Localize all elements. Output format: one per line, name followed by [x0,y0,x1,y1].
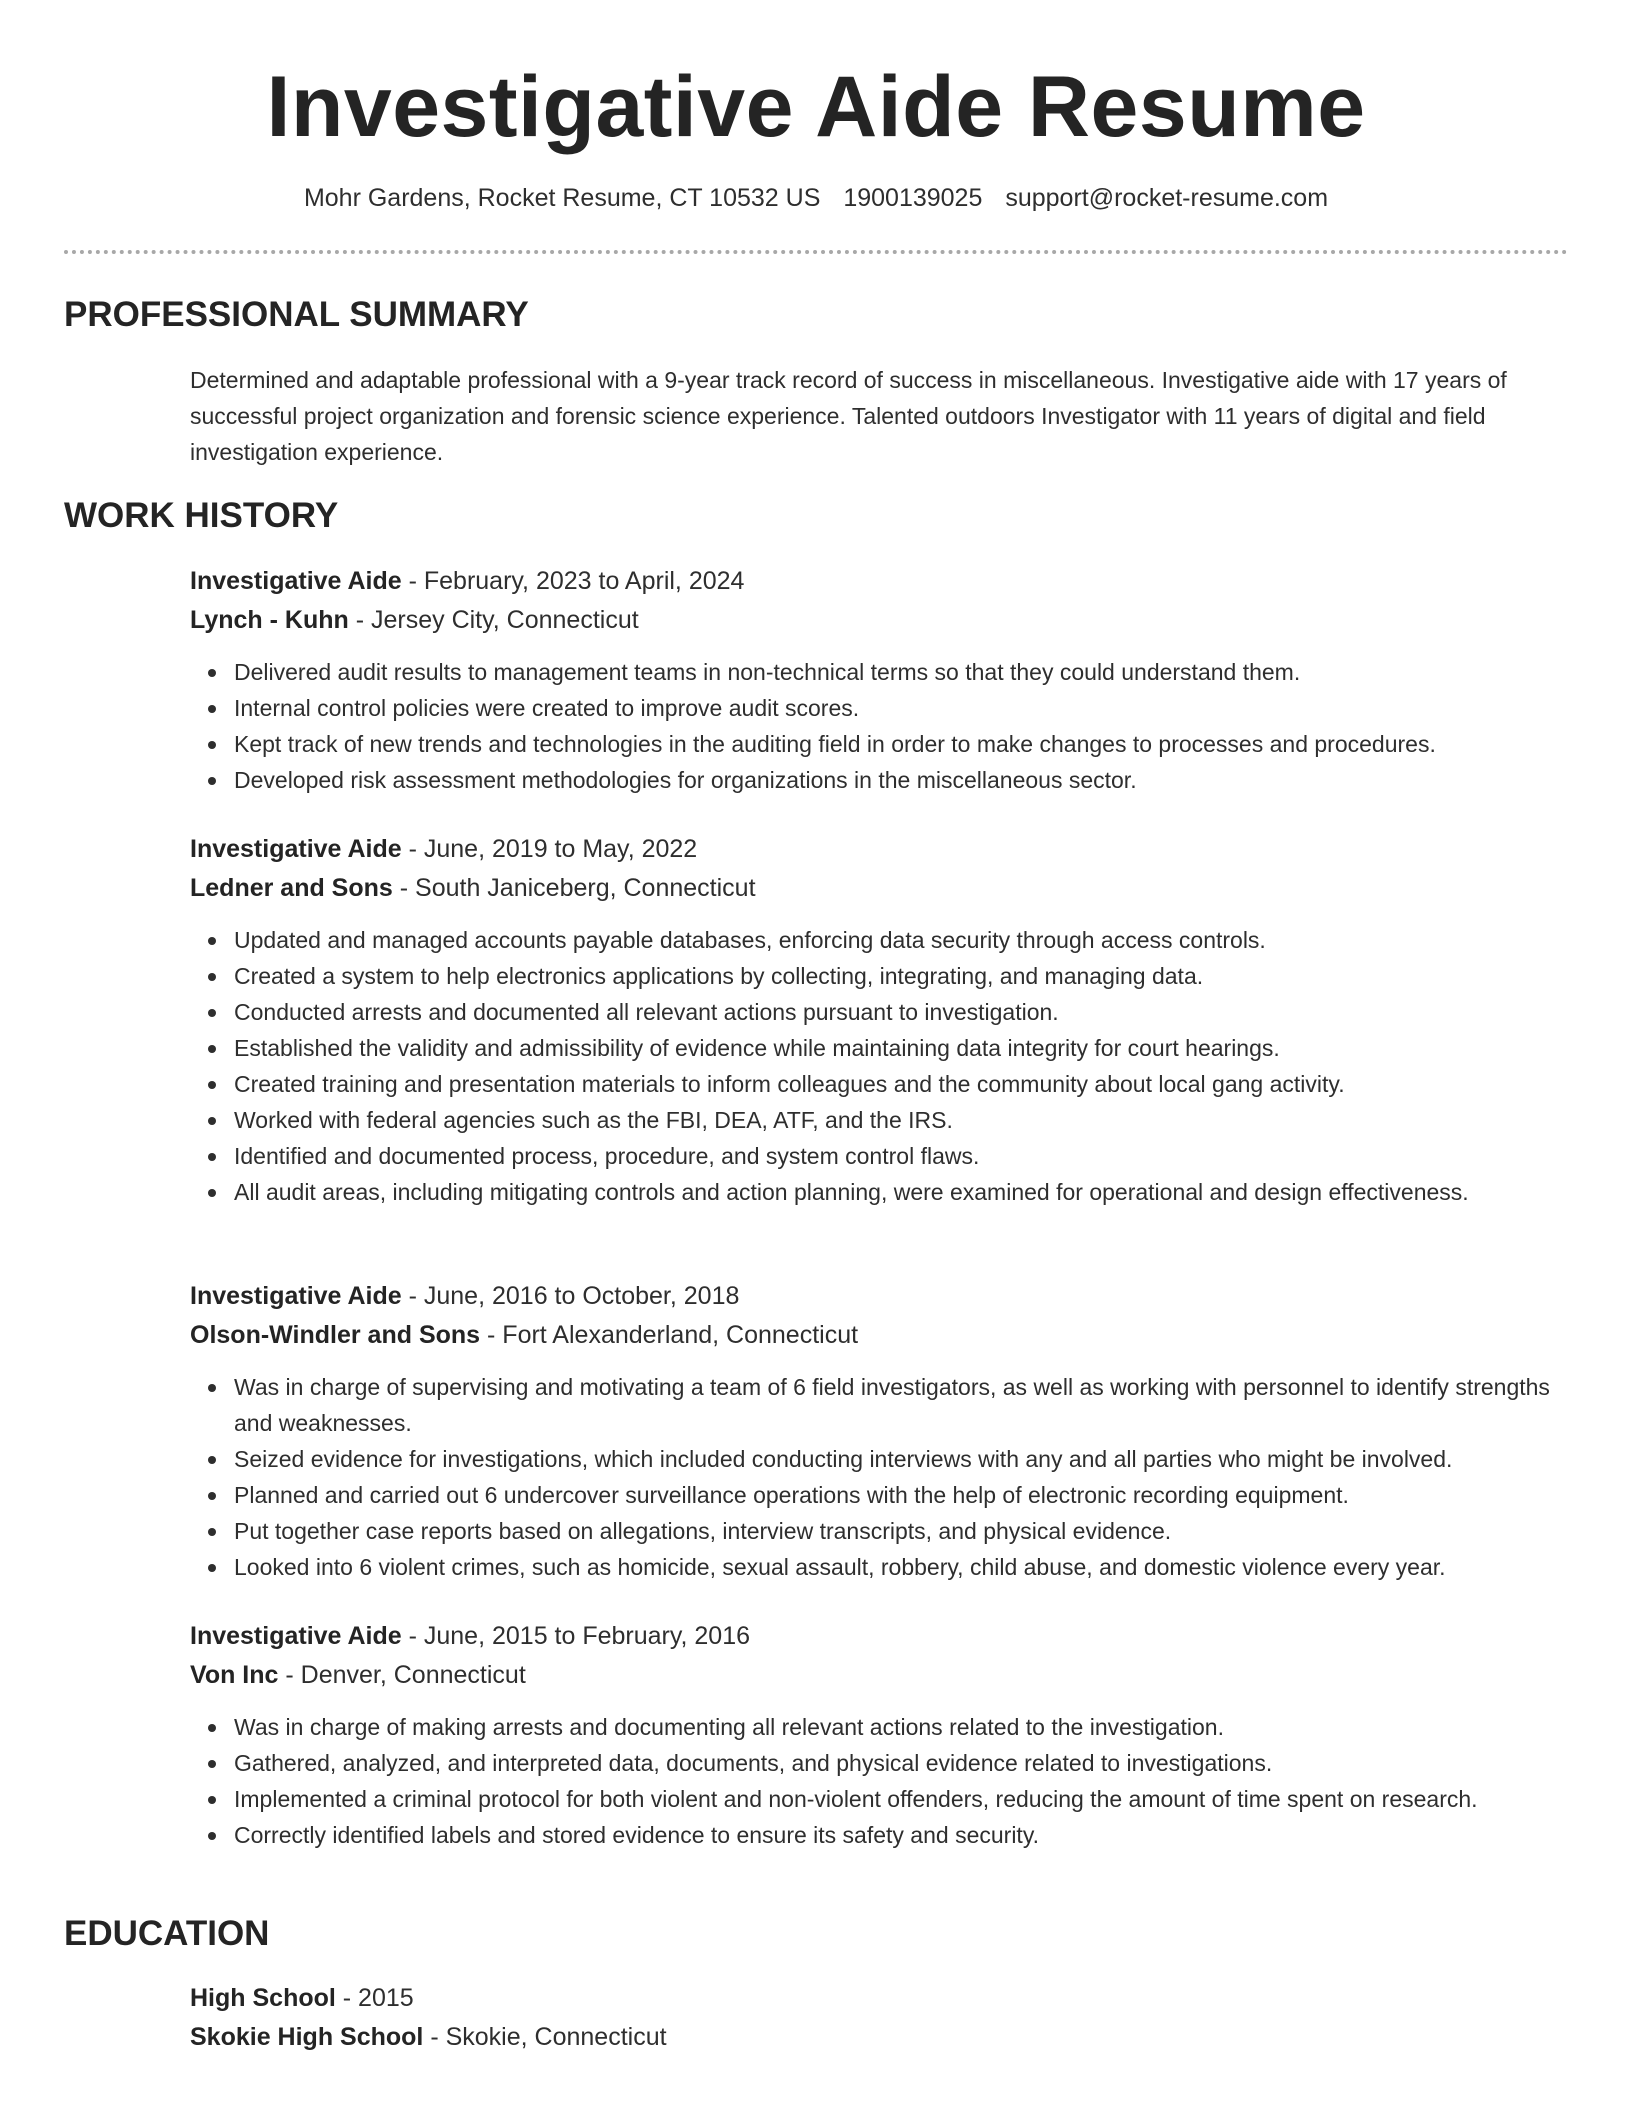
education-degree: High School [190,1984,336,2012]
job-entry [190,830,1570,1210]
bullet-item: Was in charge of making arrests and documenting all relevant actions related to the investigation. [234,1709,1570,1745]
job-bullets [190,922,1570,1210]
job-location: - Denver, Connecticut [278,1661,526,1689]
education-location: - Skokie, Connecticut [423,2023,667,2051]
bullet-item: Internal control policies were created to improve audit scores. [234,690,1570,726]
job-title: Investigative Aide [190,1622,402,1650]
education-degree-line [190,1979,1570,2018]
job-title: Investigative Aide [190,1282,402,1310]
bullet-item: Identified and documented process, procedure, and system control flaws. [234,1138,1570,1174]
job-company: Von Inc [190,1661,279,1689]
bullet-item: Developed risk assessment methodologies for organizations in the miscellaneous sector. [234,762,1570,798]
contact-email: support@rocket-resume.com [1005,184,1329,212]
bullet-item: Put together case reports based on allegations, interview transcripts, and physical evidence. [234,1513,1570,1549]
bullet-item: All audit areas, including mitigating controls and action planning, were examined for operational and design effectiveness. [234,1174,1570,1210]
education-entry [190,1979,1570,2057]
job-location: - Jersey City, Connecticut [348,606,639,634]
job-entry [190,1277,1570,1585]
job-company-line [190,1316,1570,1355]
bullet-item: Kept track of new trends and technologies in the auditing field in order to make changes to processes and procedures. [234,726,1570,762]
bullet-item: Updated and managed accounts payable databases, enforcing data security through access controls. [234,922,1570,958]
summary-text: Determined and adaptable professional with a 9-year track record of success in miscellaneous. Investigative aide with 17 years of successful project organization and forensic science experience. Talented outdoors Investigator with 11 years of digital and field investigation experience. [190,367,1507,465]
job-title-line [190,1617,1570,1656]
bullet-item: Delivered audit results to management teams in non-technical terms so that they could understand them. [234,654,1570,690]
education-year: - 2015 [335,1984,414,2012]
job-company: Lynch - Kuhn [190,606,349,634]
bullet-item: Conducted arrests and documented all relevant actions pursuant to investigation. [234,994,1570,1030]
job-company: Olson-Windler and Sons [190,1321,481,1349]
job-title: Investigative Aide [190,567,402,595]
job-dates: - June, 2016 to October, 2018 [401,1282,740,1310]
bullet-item: Gathered, analyzed, and interpreted data, documents, and physical evidence related to investigations. [234,1745,1570,1781]
bullet-item: Created training and presentation materials to inform colleagues and the community about local gang activity. [234,1066,1570,1102]
contact-address: Mohr Gardens, Rocket Resume, CT 10532 US [303,184,821,212]
contact-line [0,180,1632,216]
job-location: - Fort Alexanderland, Connecticut [480,1321,859,1349]
summary-heading: PROFESSIONAL SUMMARY [64,295,529,334]
education-school: Skokie High School [190,2023,424,2051]
job-entry [190,1617,1570,1853]
bullet-item: Planned and carried out 6 undercover surveillance operations with the help of electronic recording equipment. [234,1477,1570,1513]
page-title: Investigative Aide Resume [266,59,1366,155]
bullet-item: Created a system to help electronics applications by collecting, integrating, and managing data. [234,958,1570,994]
job-bullets [190,654,1570,798]
job-title-line [190,830,1570,869]
job-company: Ledner and Sons [190,874,393,902]
job-dates: - June, 2019 to May, 2022 [401,835,698,863]
job-entry [190,562,1570,798]
job-title-line [190,1277,1570,1316]
job-dates: - June, 2015 to February, 2016 [401,1622,751,1650]
bullet-item: Looked into 6 violent crimes, such as homicide, sexual assault, robbery, child abuse, and domestic violence every year. [234,1549,1570,1585]
job-title: Investigative Aide [190,835,402,863]
bullet-item: Seized evidence for investigations, which included conducting interviews with any and all parties who might be involved. [234,1441,1570,1477]
job-location: - South Janiceberg, Connecticut [392,874,756,902]
job-title-line [190,562,1570,601]
bullet-item: Implemented a criminal protocol for both violent and non-violent offenders, reducing the amount of time spent on research. [234,1781,1570,1817]
job-company-line [190,869,1570,908]
contact-phone: 1900139025 [843,184,983,212]
bullet-item: Established the validity and admissibility of evidence while maintaining data integrity for court hearings. [234,1030,1570,1066]
job-company-line [190,1656,1570,1695]
education-school-line [190,2018,1570,2057]
bullet-item: Was in charge of supervising and motivating a team of 6 field investigators, as well as working with personnel to identify strengths and weaknesses. [234,1369,1570,1441]
work-history-heading: WORK HISTORY [64,496,339,535]
header-divider [64,250,1568,254]
job-bullets [190,1369,1570,1585]
job-company-line [190,601,1570,640]
bullet-item: Correctly identified labels and stored evidence to ensure its safety and security. [234,1817,1570,1853]
job-bullets [190,1709,1570,1853]
education-heading: EDUCATION [64,1914,270,1953]
bullet-item: Worked with federal agencies such as the FBI, DEA, ATF, and the IRS. [234,1102,1570,1138]
job-dates: - February, 2023 to April, 2024 [401,567,745,595]
